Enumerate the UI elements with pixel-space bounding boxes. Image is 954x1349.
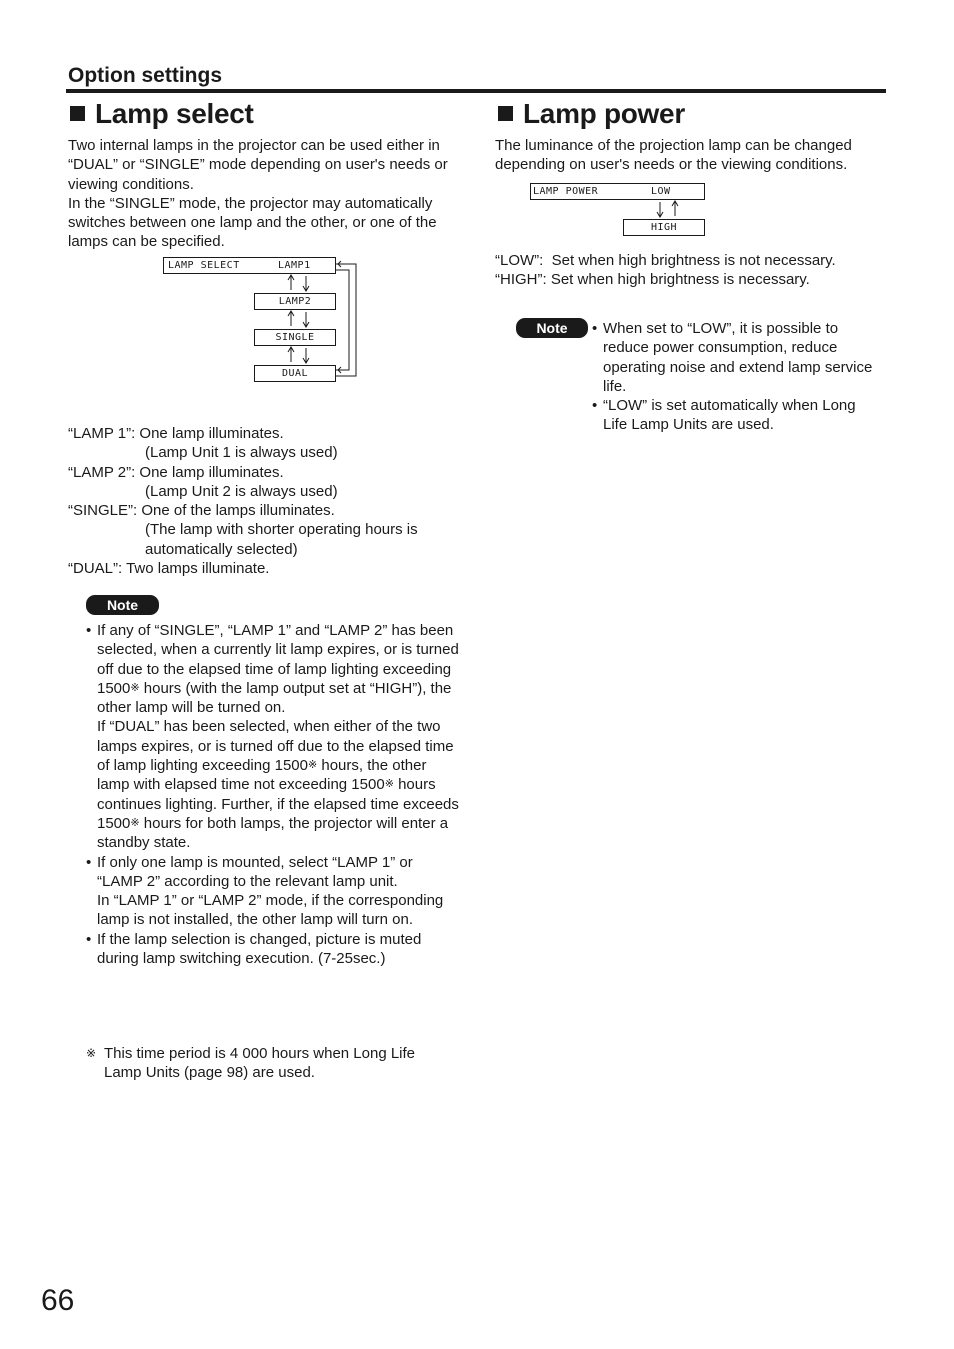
lamp-select-title: Lamp select: [95, 98, 254, 129]
lamp-power-intro: The luminance of the projection lamp can be changed depending on user's needs or the viewing conditions.: [495, 137, 852, 174]
definition-term: “LAMP 1”:: [68, 425, 136, 442]
note-text: • If the lamp selection is changed, picture is muted during lamp switching execution. (7-25sec.): [97, 930, 422, 968]
lamp-power-label: LAMP POWER: [533, 186, 599, 197]
asterisk-mark: ※: [130, 816, 140, 829]
note-text: If “DUAL” has been selected, when either of the two lamps expires, or is turned off due to the elapsed time of lamp lighting exceeding 1500※ hours, the other lamp with elapsed time not exceeding 1500※ hours continues lighting. Further, if the elapsed time exceeds 1500※ hours for both lamps, the projector will enter a standby state.: [97, 718, 459, 852]
section-title: Option settings: [68, 64, 222, 87]
definition-desc: One of the lamps illuminates.: [141, 502, 335, 520]
definition-desc: Two lamps illuminate.: [126, 560, 270, 578]
lamp-power-arrows: [0, 0, 954, 240]
definition-extra: (The lamp with shorter operating hours is: [145, 521, 418, 539]
power-desc-low: “LOW”: Set when high brightness is not necessary.: [495, 252, 836, 269]
page-number: 66: [41, 1284, 75, 1317]
note-badge: Note: [86, 595, 159, 615]
lamp-power-descriptions: [495, 251, 895, 290]
asterisk-mark: ※: [307, 759, 318, 772]
definition-item: [68, 424, 468, 443]
option-single: SINGLE: [254, 329, 336, 346]
note-badge: Note: [516, 318, 588, 338]
lamp-select-definitions: [68, 424, 468, 578]
asterisk-mark: ※: [86, 1046, 97, 1060]
definition-term: “LAMP 2”:: [68, 463, 136, 481]
intro-paragraph: Two internal lamps in the projector can be used either in “DUAL” or “SINGLE” mode depending on user's needs or viewing conditions.: [68, 137, 448, 193]
intro-paragraph: In the “SINGLE” mode, the projector may automatically switches between one lamp and the other, or one of the lamps can be specified.: [68, 194, 437, 251]
lamp-power-title: Lamp power: [523, 98, 685, 129]
asterisk-mark: ※: [130, 681, 140, 694]
definition-desc: One lamp illuminates.: [139, 425, 284, 442]
definition-item: [68, 463, 468, 482]
note-item: • “LOW” is set automatically when Long Life Lamp Units are used.: [592, 396, 882, 435]
definition-item: [68, 501, 468, 520]
option-lamp2: LAMP2: [254, 293, 336, 310]
option-high: HIGH: [623, 219, 705, 236]
note-text: • If only one lamp is mounted, select “LAMP 1” or “LAMP 2” according to the relevant lamp unit.: [97, 853, 413, 890]
power-desc-high: “HIGH”: Set when high brightness is necessary.: [495, 271, 810, 289]
definition-desc: One lamp illuminates.: [139, 463, 284, 481]
option-low: LOW: [651, 186, 671, 197]
note-item: [86, 930, 462, 969]
definition-term: “DUAL”:: [68, 560, 123, 578]
note-item: • When set to “LOW”, it is possible to reduce power consumption, reduce operating noise and extend lamp service life.: [592, 319, 882, 396]
note-item: [86, 853, 462, 930]
footnote: [86, 1044, 456, 1083]
asterisk-mark: ※: [384, 778, 394, 791]
definition-extra: automatically selected): [145, 540, 298, 558]
option-lamp1: LAMP1: [278, 260, 311, 271]
footnote-text: This time period is 4 000 hours when Long Life Lamp Units (page 98) are used.: [104, 1045, 416, 1082]
definition-term: “SINGLE”:: [68, 502, 138, 520]
note-text: In “LAMP 1” or “LAMP 2” mode, if the corresponding lamp is not installed, the other lamp will turn on.: [97, 892, 444, 929]
note-item: [86, 621, 462, 853]
definition-extra: (Lamp Unit 2 is always used): [145, 482, 338, 500]
lamp-select-label: LAMP SELECT: [168, 260, 240, 271]
lamp-select-notes: [86, 621, 462, 968]
option-dual: DUAL: [254, 365, 336, 382]
lamp-power-notes: [592, 319, 882, 435]
definition-item: [68, 559, 468, 578]
definition-extra: (Lamp Unit 1 is always used): [145, 444, 338, 462]
note-text: • If any of “SINGLE”, “LAMP 1” and “LAMP 2” has been selected, when a currently lit lamp expires, or is turned off due to the elapsed time of lamp lighting exceeding 1500※ hours (with the lamp output set at “HIGH”), the other lamp will be turned on.: [97, 622, 459, 717]
